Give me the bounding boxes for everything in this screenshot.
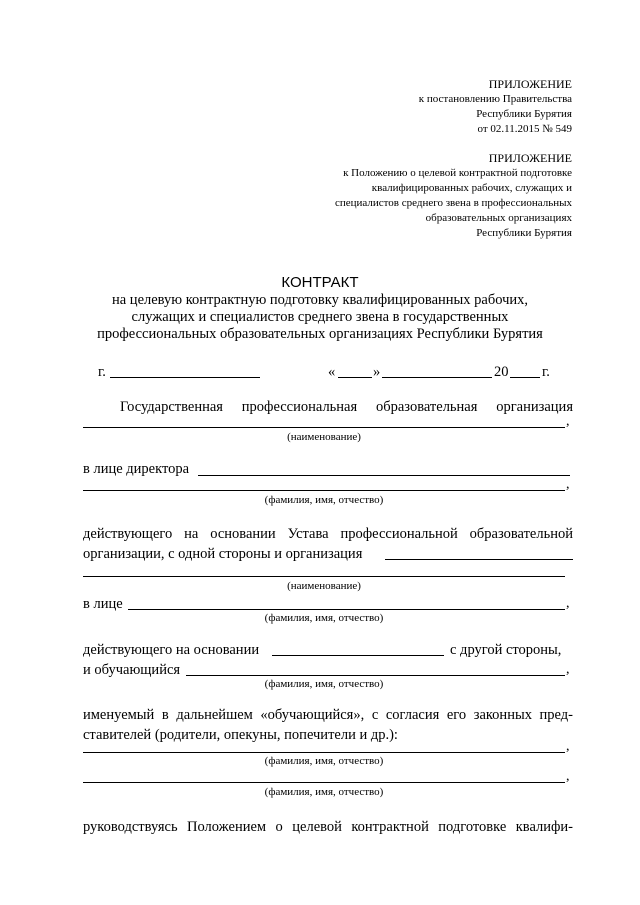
quote-open: « <box>328 364 336 380</box>
caption-fio-4: (фамилия, имя, отчество) <box>264 755 384 767</box>
other-side: с другой стороны, <box>450 642 562 658</box>
contract-subtitle: служащих и специалистов среднего звена в государственных <box>131 309 509 325</box>
month-blank[interactable] <box>382 377 492 378</box>
caption-name: (наименование) <box>287 431 361 443</box>
year-blank[interactable] <box>510 377 540 378</box>
representative-blank-1[interactable] <box>83 752 565 753</box>
appendix-1-line: к постановлению Правительства <box>418 93 572 105</box>
caption-fio-3: (фамилия, имя, отчество) <box>264 678 384 690</box>
day-blank[interactable] <box>338 377 372 378</box>
caption-fio-5: (фамилия, имя, отчество) <box>264 786 384 798</box>
basis-line-2: организации, с одной стороны и организация <box>83 546 363 562</box>
comma: , <box>566 477 570 492</box>
appendix-2-line: квалифицированных рабочих, служащих и <box>371 182 572 194</box>
intro-line: Государственная профессиональная образовательная организация <box>120 399 573 415</box>
guided-line: руководствуясь Положением о целевой контрактной подготовке квалифи- <box>83 819 573 835</box>
director-blank[interactable] <box>198 475 570 476</box>
caption-name-2: (наименование) <box>287 580 361 592</box>
appendix-2-line: к Положению о целевой контрактной подготовке <box>343 167 572 179</box>
city-blank[interactable] <box>110 377 260 378</box>
student-label: и обучающийся <box>83 662 181 678</box>
organization-blank[interactable] <box>385 559 573 560</box>
appendix-2-line: Республики Бурятия <box>476 227 572 239</box>
representative-blank-2[interactable] <box>83 782 565 783</box>
city-prefix: г. <box>98 364 106 380</box>
comma: , <box>566 596 570 611</box>
caption-fio-2: (фамилия, имя, отчество) <box>264 612 384 624</box>
contract-subtitle: на целевую контрактную подготовку квалифицированных рабочих, <box>111 292 529 308</box>
appendix-2-title: ПРИЛОЖЕНИЕ <box>488 151 572 165</box>
basis2-label: действующего на основании <box>83 642 260 658</box>
person-blank[interactable] <box>128 609 565 610</box>
contract-heading <box>60 274 580 343</box>
director-label: в лице директора <box>83 461 190 477</box>
comma: , <box>566 769 570 784</box>
year-suffix: г. <box>542 364 550 380</box>
basis-line-1: действующего на основании Устава профессиональной образовательной <box>83 526 573 542</box>
organization-name-blank[interactable] <box>83 427 565 428</box>
contract-title: КОНТРАКТ <box>281 274 359 291</box>
appendix-1-line: Республики Бурятия <box>476 108 572 120</box>
student-blank[interactable] <box>186 675 565 676</box>
appendix-1-line: от 02.11.2015 № 549 <box>477 123 572 135</box>
director-fio-blank[interactable] <box>83 490 565 491</box>
appendix-2-line: образовательных организациях <box>425 212 572 224</box>
contract-subtitle: профессиональных образовательных организациях Республики Бурятия <box>97 326 543 342</box>
appendix-2-line: специалистов среднего звена в профессиональных <box>334 197 572 209</box>
century: 20 <box>494 364 509 380</box>
appendix-1-title: ПРИЛОЖЕНИЕ <box>488 77 572 91</box>
comma: , <box>566 739 570 754</box>
organization-name-blank-2[interactable] <box>83 576 565 577</box>
named-line-1: именуемый в дальнейшем «обучающийся», с согласия его законных пред- <box>83 707 573 723</box>
appendix-2 <box>212 151 572 241</box>
basis-document-blank[interactable] <box>272 655 444 656</box>
comma: , <box>566 662 570 677</box>
person-label: в лице <box>83 596 123 612</box>
comma: , <box>566 414 570 429</box>
appendix-1 <box>252 77 572 137</box>
quote-close: » <box>373 364 381 380</box>
caption-fio: (фамилия, имя, отчество) <box>264 494 384 506</box>
named-line-2: ставителей (родители, опекуны, попечители и др.): <box>83 727 398 743</box>
